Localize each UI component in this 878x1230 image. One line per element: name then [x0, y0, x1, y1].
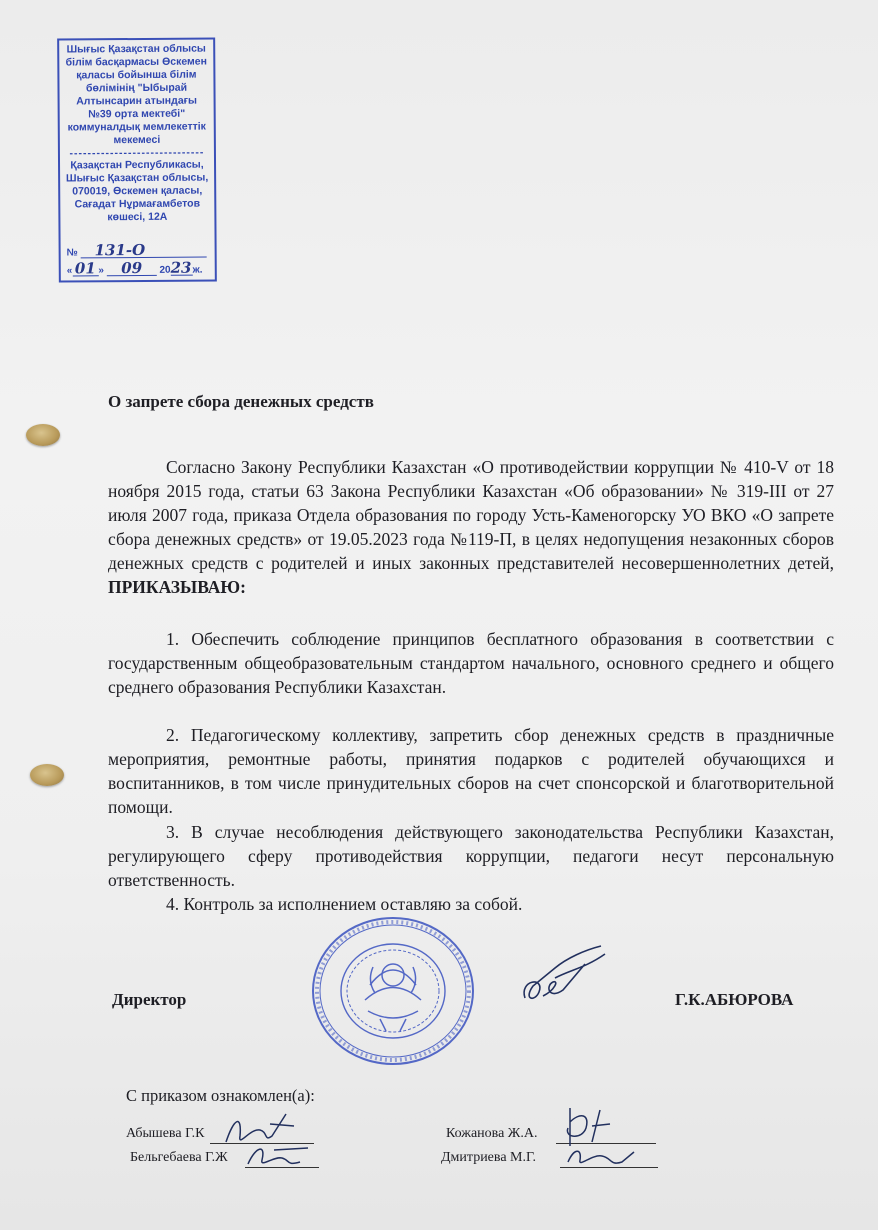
- registration-stamp: [57, 37, 217, 282]
- stamp-date-month: 09: [107, 262, 157, 276]
- stamp-line: Алтынсарин атындағы: [76, 94, 198, 108]
- round-seal: [310, 915, 476, 1067]
- stamp-address-line: Қазақстан Республикасы,: [70, 158, 204, 172]
- binder-hole-top: [26, 424, 60, 446]
- order-item-1: 1. Обеспечить соблюдение принципов бесплатного образования в соответствии с государственным общеобразовательным стандартом начального, основного среднего и общего среднего образования Республики Казахстан.: [108, 629, 834, 697]
- order-word: ПРИКАЗЫВАЮ:: [108, 577, 246, 597]
- stamp-address-line: 070019, Өскемен қаласы,: [72, 184, 203, 198]
- order-item-3: 3. В случае несоблюдения действующего законодательства Республики Казахстан, регулирующего сферу противодействия коррупции, педагоги несут персональную ответственность.: [108, 822, 834, 890]
- stamp-line: коммуналдық мемлекеттік: [67, 120, 206, 134]
- stamp-separator: ------------------------------: [69, 146, 205, 160]
- stamp-date-year: 23: [170, 258, 192, 277]
- stamp-date-suffix: ж.: [192, 264, 203, 276]
- binder-hole-bottom: [30, 764, 64, 786]
- stamp-date-row: [66, 258, 212, 278]
- stamp-line: білім басқармасы Өскемен: [65, 55, 208, 69]
- stamp-line: мекемесі: [113, 133, 161, 147]
- director-signature: [515, 940, 615, 1010]
- stamp-line: №39 орта мектебі": [88, 107, 186, 121]
- document-title: О запрете сбора денежных средств: [108, 392, 374, 411]
- stamp-line: бөлімінің "Ыбырай: [85, 81, 188, 95]
- signatory-signature: [244, 1138, 314, 1172]
- stamp-date-day: 01: [72, 262, 98, 276]
- stamp-date-quote: «: [66, 265, 73, 277]
- acquainted-label: С приказом ознакомлен(а):: [126, 1086, 315, 1105]
- signatory-name: Бельгебаева Г.Ж: [130, 1150, 228, 1165]
- preamble-text: Согласно Закону Республики Казахстан «О противодействии коррупции № 410-V от 18 ноября 2015 года, статьи 63 Закона Республики Казахстан «Об образовании» № 319-III от 27 июля 2007 года, приказа Отдела образования по городу Усть-Каменогорску УО ВКО «О запрете сбора денежных средств» от 19.05.2023 года №119-П, в целях недопущения незаконных сборов денежных средств с родителей и иных законных представителей несовершеннолетних детей,: [108, 457, 834, 573]
- order-item-4: 4. Контроль за исполнением оставляю за собой.: [166, 894, 523, 914]
- signatory-name: Дмитриева М.Г.: [441, 1150, 536, 1165]
- director-name: Г.К.АБЮРОВА: [675, 990, 794, 1009]
- stamp-date-quote: »: [98, 265, 104, 277]
- stamp-address-line: Сағадат Нұрмағамбетов: [74, 197, 201, 211]
- stamp-address-line: Шығыс Қазақстан облысы,: [65, 171, 209, 185]
- stamp-line: Шығыс Қазақстан облысы: [66, 42, 206, 56]
- stamp-number-prefix: №: [66, 247, 78, 259]
- preamble-paragraph: [108, 455, 834, 599]
- signatory-name: Абышева Г.К: [126, 1126, 205, 1141]
- stamp-number-row: [66, 240, 212, 260]
- stamp-number-value: 131-О: [81, 244, 207, 259]
- signatory-signature: [562, 1144, 642, 1170]
- stamp-address-line: көшесі, 12А: [107, 210, 168, 224]
- order-item-2: 2. Педагогическому коллективу, запретить сбор денежных средств в праздничные мероприятия, ремонтные работы, принятия подарков с родителей обучающихся и воспитанников, в том числе принудительных сборов на счет спонсорской и благотворительной помощи.: [108, 725, 834, 817]
- stamp-line: қаласы бойынша білім: [76, 68, 197, 82]
- signatory-name: Кожанова Ж.А.: [446, 1126, 538, 1141]
- director-label: Директор: [112, 990, 187, 1009]
- stamp-date-year-prefix: 20: [159, 264, 171, 276]
